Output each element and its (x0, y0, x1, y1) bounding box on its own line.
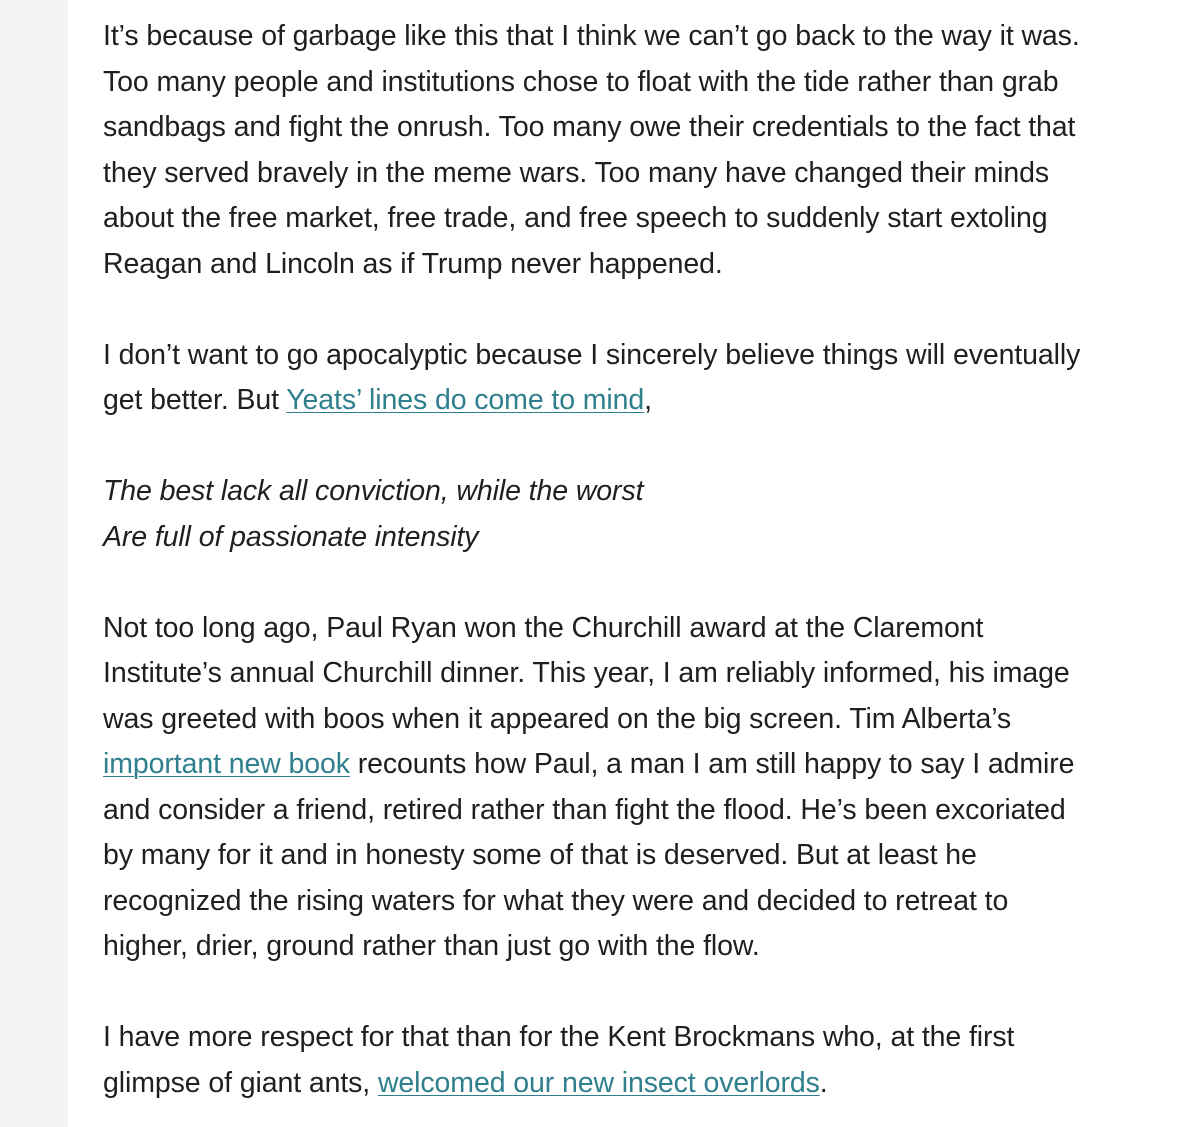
text-line: Reagan and Lincoln as if Trump never happened. (103, 247, 723, 280)
text-line: recognized the rising waters for what they were and decided to retreat to (103, 884, 1009, 917)
text-line: I have more respect for that than for the Kent Brockmans who, at the first (103, 1021, 1015, 1053)
book-link[interactable]: important new book (103, 748, 350, 780)
text-fragment: recounts how Paul, a man I am still happy to say I admire (349, 748, 1075, 780)
text-line (103, 1061, 1193, 1107)
verse-line: The best lack all conviction, while the worst (103, 475, 644, 507)
verse-quote (103, 469, 1193, 560)
paragraph-5 (103, 1015, 1193, 1106)
text-line (103, 378, 1193, 424)
text-line: Too many people and institutions chose to float with the tide rather than grab (103, 65, 1059, 98)
left-gutter (0, 0, 68, 1127)
insect-overlords-link[interactable]: welcomed our new insect overlords (377, 1066, 820, 1099)
paragraph-4 (103, 606, 1193, 970)
text-line: Not too long ago, Paul Ryan won the Churchill award at the Claremont (103, 611, 984, 644)
verse-line: Are full of passionate intensity (103, 520, 479, 553)
text-line (103, 742, 1193, 788)
text-line: I don’t want to go apocalyptic because I sincerely believe things will eventually (103, 338, 1081, 371)
text-line: Institute’s annual Churchill dinner. This year, I am reliably informed, his image (103, 657, 1070, 689)
text-line: about the free market, free trade, and free speech to suddenly start extoling (103, 202, 1048, 234)
text-fragment: , (644, 384, 652, 416)
text-line: and consider a friend, retired rather than fight the flood. He’s been excoriated (103, 793, 1066, 826)
yeats-link[interactable]: Yeats’ lines do come to mind (286, 384, 645, 416)
text-line: by many for it and in honesty some of that is deserved. But at least he (103, 839, 977, 871)
text-line: It’s because of garbage like this that I think we can’t go back to the way it was. (103, 20, 1080, 52)
text-fragment: . (819, 1066, 828, 1099)
paragraph-1 (103, 14, 1193, 287)
text-line: was greeted with boos when it appeared on the big screen. Tim Alberta’s (103, 702, 1012, 735)
text-line: they served bravely in the meme wars. Too many have changed their minds (103, 156, 1050, 189)
paragraph-2 (103, 333, 1193, 424)
text-fragment: glimpse of giant ants, (103, 1066, 378, 1099)
article-body (103, 14, 1193, 1106)
text-line: sandbags and fight the onrush. Too many owe their credentials to the fact that (103, 111, 1076, 143)
text-line: higher, drier, ground rather than just go with the flow. (103, 930, 760, 962)
text-fragment: get better. But (103, 384, 287, 416)
